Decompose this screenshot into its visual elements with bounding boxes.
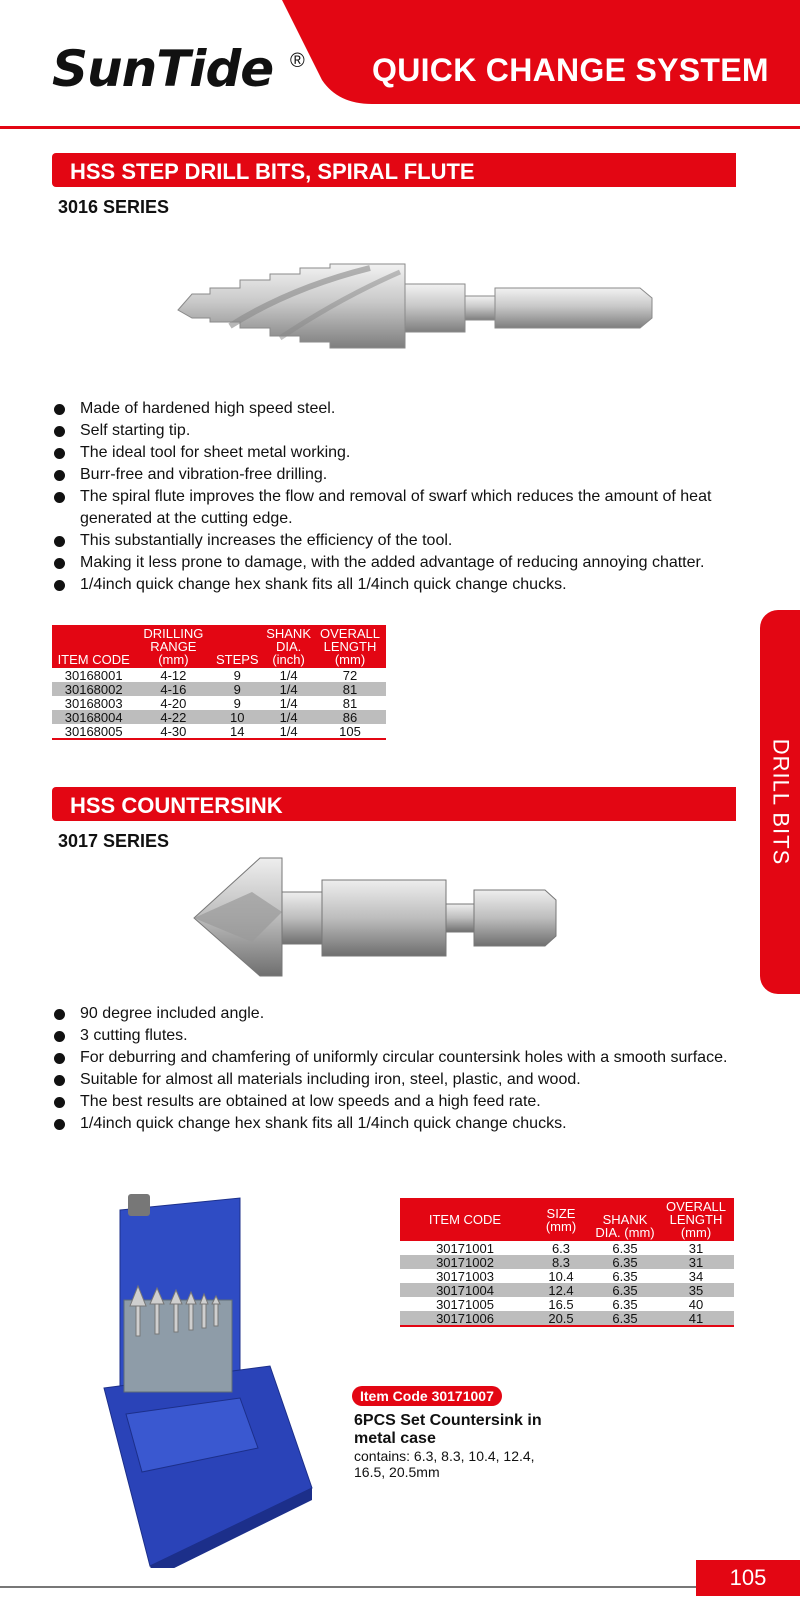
feature-item: Making it less prone to damage, with the added advantage of reducing annoying chatter. xyxy=(52,552,772,574)
feature-item: 3 cutting flutes. xyxy=(52,1025,772,1047)
feature-item: The best results are obtained at low speeds and a high feed rate. xyxy=(52,1091,772,1113)
series-label: 3017 SERIES xyxy=(58,831,170,851)
table-row xyxy=(400,1311,734,1326)
table-row xyxy=(52,710,386,724)
brand-logo: SunTide xyxy=(52,40,274,98)
side-tab-label: DRILL BITS xyxy=(768,738,793,866)
table-cell: 30171001 xyxy=(436,1240,494,1256)
feature-list-countersink xyxy=(52,1003,772,1135)
table-cell: 6.3 xyxy=(551,1240,571,1256)
feature-item: Suitable for almost all materials including iron, steel, plastic, and wood. xyxy=(52,1069,772,1091)
header-divider xyxy=(0,126,800,129)
table-cell: 6.35 xyxy=(592,1283,658,1297)
table-cell: 9 xyxy=(233,695,241,711)
table-cell: 30171003 xyxy=(436,1268,494,1284)
feature-item: Burr-free and vibration-free drilling. xyxy=(52,464,772,486)
header-title: QUICK CHANGE SYSTEM xyxy=(372,52,769,88)
table-cell: 86 xyxy=(314,710,386,724)
table-cell: 12.4 xyxy=(530,1283,592,1297)
feature-item: Self starting tip. xyxy=(52,420,772,442)
table-cell: 1/4 xyxy=(279,695,298,711)
table-cell: 35 xyxy=(658,1283,734,1297)
table-row xyxy=(52,682,386,696)
item-code-badge: Item Code 30171007 xyxy=(352,1386,502,1406)
section-title-bar-countersink xyxy=(52,787,736,821)
table-cell: 31 xyxy=(688,1240,704,1256)
table-cell: 1/4 xyxy=(279,667,298,683)
table-cell: 10 xyxy=(211,710,263,724)
table-cell: 4-12 xyxy=(160,667,187,683)
set-contents: contains: 6.3, 8.3, 10.4, 12.4, 16.5, 20.5mm xyxy=(354,1448,535,1480)
table-row xyxy=(52,724,386,739)
table-cell: 30168001 xyxy=(64,667,123,683)
table-cell: 6.35 xyxy=(612,1296,638,1312)
table-cell: 30171005 xyxy=(436,1296,494,1312)
side-tab-label-wrap xyxy=(760,610,800,994)
table-cell: 34 xyxy=(688,1268,704,1284)
table-row xyxy=(400,1241,734,1255)
table-row xyxy=(52,696,386,710)
footer-divider xyxy=(0,1586,800,1588)
column-header: DRILLING RANGE (mm) xyxy=(135,625,211,668)
table-cell: 14 xyxy=(211,724,263,739)
set-title: 6PCS Set Countersink in metal case xyxy=(354,1412,542,1447)
column-header: OVERALL LENGTH (mm) xyxy=(314,625,386,668)
column-header: ITEM CODE xyxy=(400,1198,530,1241)
column-header: OVERALL LENGTH (mm) xyxy=(658,1198,734,1241)
table-header-row xyxy=(52,625,386,668)
feature-item: The spiral flute improves the flow and removal of swarf which reduces the amount of heat generated at the cutting edge. xyxy=(52,486,720,530)
section-title: HSS COUNTERSINK xyxy=(70,793,283,818)
table-cell: 9 xyxy=(233,667,241,683)
table-cell: 8.3 xyxy=(530,1255,592,1269)
countersink-bit-image xyxy=(190,852,570,982)
table-cell: 81 xyxy=(314,682,386,696)
table-cell: 1/4 xyxy=(263,724,314,739)
table-cell: 30168004 xyxy=(52,710,135,724)
countersink-set-case-image xyxy=(90,1188,320,1568)
table-cell: 81 xyxy=(342,695,358,711)
table-cell: 4-22 xyxy=(135,710,211,724)
feature-item: Made of hardened high speed steel. xyxy=(52,398,772,420)
table-cell: 6.35 xyxy=(592,1311,658,1326)
table-cell: 105 xyxy=(314,724,386,739)
table-cell: 4-30 xyxy=(135,724,211,739)
table-cell: 30168002 xyxy=(52,682,135,696)
step-drill-bit-image xyxy=(170,258,670,354)
table-cell: 1/4 xyxy=(263,682,314,696)
feature-item: The ideal tool for sheet metal working. xyxy=(52,442,772,464)
series-label: 3016 SERIES xyxy=(58,197,170,217)
spec-table-step-drill xyxy=(52,625,386,740)
table-cell: 41 xyxy=(658,1311,734,1326)
page-number: 105 xyxy=(729,1565,767,1590)
table-cell: 10.4 xyxy=(548,1268,574,1284)
feature-list-step-drill xyxy=(52,398,772,596)
table-row xyxy=(400,1269,734,1283)
table-cell: 72 xyxy=(342,667,358,683)
table-cell: 1/4 xyxy=(263,710,314,724)
feature-item: This substantially increases the efficiency of the tool. xyxy=(52,530,772,552)
table-cell: 30168003 xyxy=(64,695,123,711)
column-header: SHANK DIA. (inch) xyxy=(263,625,314,668)
table-cell: 6.35 xyxy=(612,1240,638,1256)
table-row xyxy=(400,1283,734,1297)
table-cell: 9 xyxy=(211,682,263,696)
section-title: HSS STEP DRILL BITS, SPIRAL FLUTE xyxy=(70,159,475,184)
table-cell: 4-20 xyxy=(160,695,187,711)
table-cell: 30171004 xyxy=(400,1283,530,1297)
table-cell: 6.35 xyxy=(592,1255,658,1269)
table-header-row xyxy=(400,1198,734,1241)
table-row xyxy=(52,668,386,682)
feature-item: 90 degree included angle. xyxy=(52,1003,772,1025)
column-header: ITEM CODE xyxy=(52,625,135,668)
feature-item: For deburring and chamfering of uniformly circular countersink holes with a smooth surface. xyxy=(52,1047,740,1069)
table-row xyxy=(400,1255,734,1269)
spec-table-countersink xyxy=(400,1198,734,1327)
table-cell: 31 xyxy=(658,1255,734,1269)
table-cell: 30171006 xyxy=(400,1311,530,1326)
feature-item: 1/4inch quick change hex shank fits all 1/4inch quick change chucks. xyxy=(52,1113,772,1135)
column-header: SIZE (mm) xyxy=(530,1198,592,1241)
table-row xyxy=(400,1297,734,1311)
table-cell: 20.5 xyxy=(530,1311,592,1326)
table-cell: 30168005 xyxy=(52,724,135,739)
feature-item: 1/4inch quick change hex shank fits all 1/4inch quick change chucks. xyxy=(52,574,772,596)
table-cell: 4-16 xyxy=(135,682,211,696)
table-cell: 40 xyxy=(688,1296,704,1312)
table-cell: 6.35 xyxy=(612,1268,638,1284)
column-header: SHANK DIA. (mm) xyxy=(592,1198,658,1241)
column-header: STEPS xyxy=(211,625,263,668)
table-cell: 16.5 xyxy=(548,1296,574,1312)
section-title-bar-step-drill xyxy=(52,153,736,187)
registered-mark: ® xyxy=(290,50,305,72)
table-cell: 30171002 xyxy=(400,1255,530,1269)
